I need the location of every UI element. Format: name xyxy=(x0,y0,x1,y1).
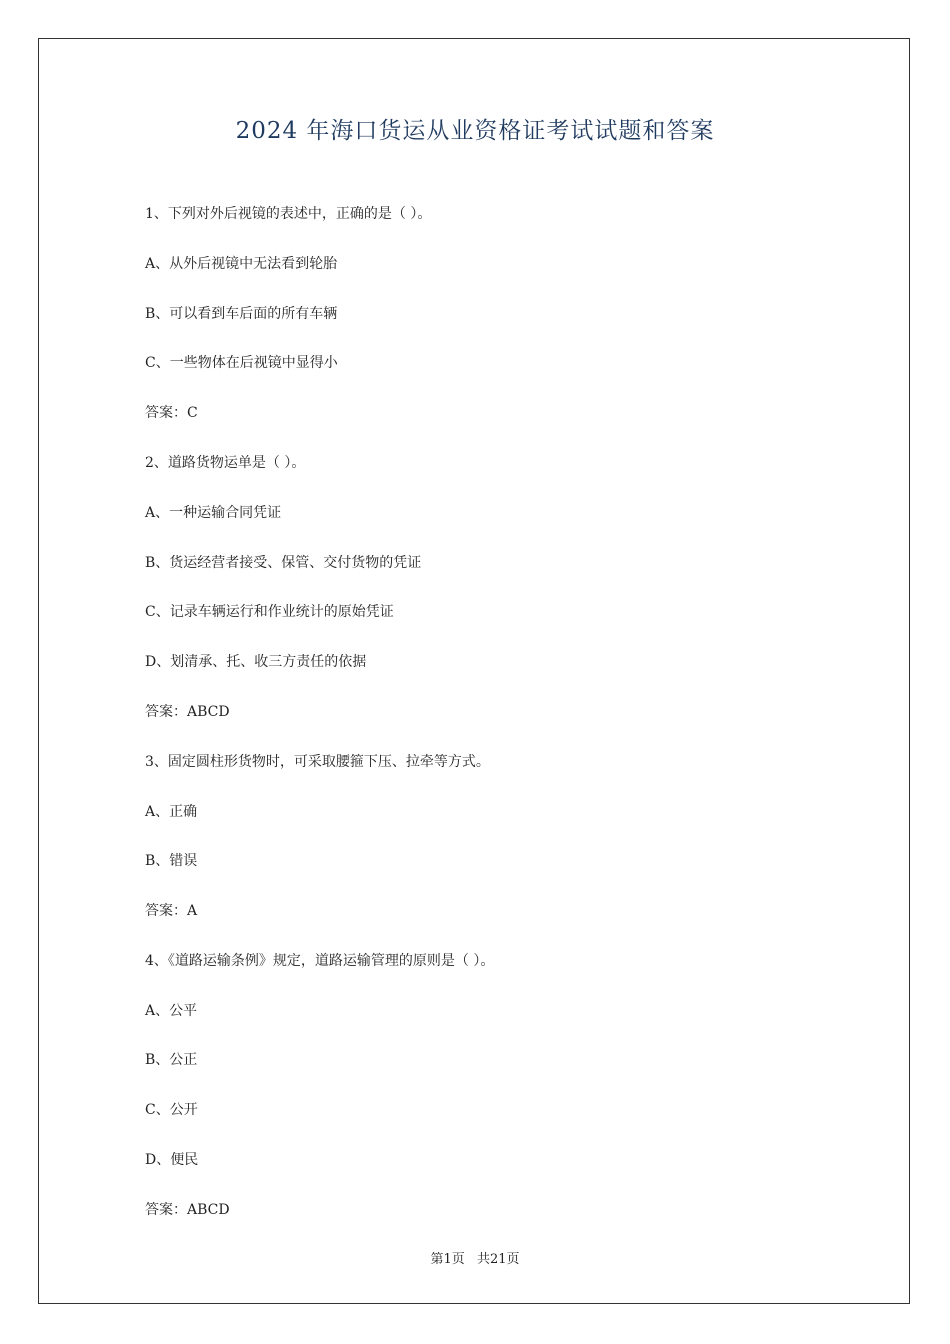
document-title: 2024 年海口货运从业资格证考试试题和答案 xyxy=(235,118,715,144)
question-4-answer: 答案：ABCD xyxy=(145,1202,230,1218)
question-4-option-c: C、公开 xyxy=(145,1102,198,1118)
question-1-option-b: B、可以看到车后面的所有车辆 xyxy=(145,306,338,322)
question-3-option-a: A、正确 xyxy=(145,804,198,820)
question-4-option-b: B、公正 xyxy=(145,1052,198,1068)
page-footer xyxy=(0,1248,950,1267)
question-3: 3、固定圆柱形货物时，可采取腰箍下压、拉牵等方式。 xyxy=(145,754,490,770)
question-2-option-b: B、货运经营者接受、保管、交付货物的凭证 xyxy=(145,555,422,571)
question-2: 2、道路货物运单是（ ）。 xyxy=(145,455,306,471)
question-3-option-b: B、错误 xyxy=(145,853,198,869)
page-number: 第1页 xyxy=(430,1252,465,1267)
question-1-option-c: C、一些物体在后视镜中显得小 xyxy=(145,355,338,371)
question-1-option-a: A、从外后视镜中无法看到轮胎 xyxy=(145,256,338,272)
question-2-option-d: D、划清承、托、收三方责任的依据 xyxy=(145,654,367,670)
question-4-option-d: D、便民 xyxy=(145,1152,199,1168)
question-1: 1、下列对外后视镜的表述中，正确的是（ ）。 xyxy=(145,206,432,222)
question-2-option-c: C、记录车辆运行和作业统计的原始凭证 xyxy=(145,604,394,620)
question-1-answer: 答案：C xyxy=(145,405,198,421)
page-total: 共21页 xyxy=(476,1252,520,1267)
question-2-answer: 答案：ABCD xyxy=(145,704,230,720)
question-2-option-a: A、一种运输合同凭证 xyxy=(145,505,282,521)
question-4-option-a: A、公平 xyxy=(145,1003,198,1019)
question-3-answer: 答案：A xyxy=(145,903,198,919)
question-4: 4、《道路运输条例》规定，道路运输管理的原则是（ ）。 xyxy=(145,953,495,969)
